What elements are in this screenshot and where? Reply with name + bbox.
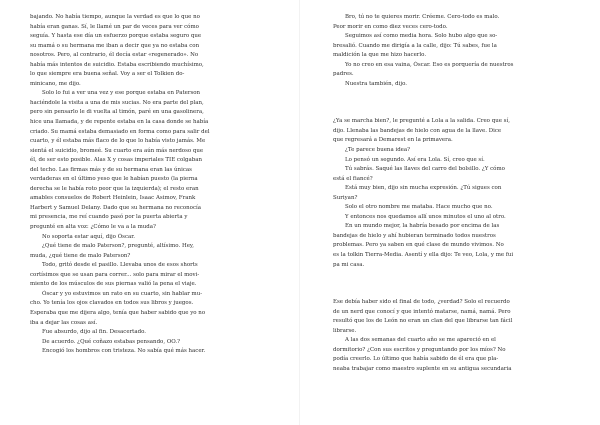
- text-line: bandejas de hielo y ahí hubieran terminado todos nuestros: [333, 232, 496, 239]
- text-line: seguía. Y hasta ese día un esfuerzo porque estaba seguro que: [30, 33, 202, 40]
- text-line: Encogió los hombros con tristeza. No sabía qué más hacer.: [42, 348, 206, 355]
- text-line: está el fiancé?: [333, 175, 373, 182]
- text-line: es la tolkin Tierra-Media. Asentí y ella dijo: Te veo, Lola, y me fui: [333, 252, 514, 259]
- text-line: sientá el suicidio, bromeé. Su cuarto era aún más nerdoso que: [30, 147, 204, 154]
- text-line: Bro, tú no te quieres morir. Créeme. Cero-todo es malo.: [345, 14, 500, 20]
- text-line: del techo. Las firmas más y de su hermana eran las únicas: [30, 166, 192, 173]
- text-line: Está muy bien, dijo sin mucha expresión. ¿Tú sigues con: [345, 185, 502, 192]
- text-line: ¿Ya se marcha bien?, le pregunté a Lola a la salida. Creo que sí,: [333, 118, 510, 125]
- text-line: de un nerd que conocí y que intentó matarse, namá, namá. Pero: [333, 308, 511, 315]
- text-line: Y entonces nos quedamos allí unos minutos el uno al otro.: [345, 213, 506, 220]
- text-line: dijo. Llenaba las bandejas de hielo con agua de la llave. Dice: [333, 127, 502, 134]
- text-line: Lo pensó un segundo. Así era Lola. Sí, creo que sí.: [345, 156, 485, 163]
- text-line: Solo lo fui a ver una vez y ese porque estaba en Paterson: [42, 90, 201, 97]
- text-line: En un mundo mejor, la habría besado por encima de las: [345, 223, 500, 230]
- text-line: neaba trabajar como maestro suplente en su antigua secundaria: [333, 365, 512, 372]
- text-line: A las dos semanas del cuarto año se me apareció en el: [345, 337, 496, 344]
- text-line: había eran ganas. Sí, le llamé un par de veces para ver cómo: [30, 23, 199, 30]
- text-line: Harbert y Samuel Delany. Dado que su hermana no reconocía: [30, 204, 202, 211]
- text-line: Fue absurdo, dijo al fin. Desacertado.: [42, 329, 147, 336]
- text-line: Tú sabrás. Saqué las llaves del carro del bolsillo. ¿Y cómo: [345, 166, 505, 173]
- text-line: amables consuelos de Robert Heinlein, Isaac Asimov, Frank: [30, 195, 196, 202]
- text-line: Solo el otro nombre me mataba. Hace mucho que no.: [345, 204, 493, 211]
- text-line: problemas. Pero ya saben en qué clase de mundo vivimos. No: [333, 242, 504, 249]
- text-line: No soporta estar aquí, dijo Óscar.: [42, 233, 136, 240]
- text-line: pero sin pensarlo le di vuelta al timón, paré en una gasolinera,: [30, 109, 204, 116]
- text-line: lo que siempre era buena señal. Voy a ser el Tolkien do-: [30, 71, 185, 78]
- text-line: pregunté en alta voz: ¿Cómo le va a la muda?: [30, 224, 156, 231]
- text-line: Suriyan?: [333, 194, 358, 201]
- text-line: había más intentos de suicidio. Estaba escribiendo muchísimo,: [30, 61, 204, 68]
- text-line: hice una llamada, y de repente estaba en la casa donde se había: [30, 119, 209, 126]
- text-line: Nuestra también, dijo.: [345, 80, 408, 87]
- text-line: De acuerdo. ¿Qué coñazo estabas pensando, OO.?: [42, 338, 181, 345]
- text-line: maldición la que me hizo hacerlo.: [333, 52, 427, 59]
- text-line: Óscar y yo estuvimos un rato en su cuarto, sin hablar mu-: [42, 290, 203, 297]
- text-line: haciéndole la visita a una de mis sucias. No era parte del plan,: [30, 99, 204, 106]
- text-line: bresalió. Cuando me dirigía a la calle, dijo: Tú sabes, fue la: [333, 42, 497, 49]
- section-break: [333, 89, 570, 117]
- section-break: [333, 270, 570, 298]
- text-line: cortísimos que se usan para correr... solo para mirar el movi-: [30, 271, 200, 278]
- text-line: cuarto, y él estaba más flaco de lo que lo había visto jamás. Me: [30, 138, 206, 145]
- text-line: iba a dejar las cosas así.: [30, 319, 98, 326]
- text-line: Seguimos así como media hora. Solo hubo algo que so-: [345, 33, 498, 40]
- text-line: Peor morir en como diez veces cero-todo.: [333, 23, 448, 30]
- text-line: Esperaba que me dijera algo, tenía que haber sabido que yo no: [30, 309, 206, 316]
- text-line: él, de ser esto posible. Alas X y cosas imperiales TIE colgaban: [30, 157, 203, 164]
- text-line: pa mi casa.: [333, 261, 365, 268]
- text-line: muda, ¿qué tiene de malo Paterson?: [30, 252, 131, 259]
- text-line: dormitorio? ¿Con sus escritos y preguntando por los míos? No: [333, 346, 506, 353]
- right-page: [300, 0, 600, 425]
- text-line: Ese debía haber sido el final de todo, ¿verdad? Solo el recuerdo: [333, 299, 510, 306]
- text-line: cho. Yo tenía los ojos clavados en todos sus libros y juegos.: [30, 300, 194, 307]
- text-line: minicano, me dijo.: [30, 80, 81, 87]
- text-line: Todo, gritó desde el pasillo. Llevaba unos de esos shorts: [42, 262, 198, 269]
- text-line: su mamá o su hermana me iban a decir que ya no estaba con: [30, 42, 200, 49]
- text-line: mi presencia, me reí cuando pasó por la puerta abierta y: [30, 214, 188, 221]
- text-line: ¿Te parece buena idea?: [345, 147, 411, 154]
- text-line: resultó que los de León no eran un clan del que librarse tan fácil: [333, 318, 513, 325]
- text-line: ¿Qué tiene de malo Paterson?, pregunté, altísimo. Hey,: [42, 243, 195, 250]
- text-line: criado. Su mamá estaba demasiado en forma como para salir del: [30, 128, 210, 135]
- text-line: verdaderas en el último yeso que le habían puesto (la pierna: [30, 176, 198, 183]
- text-line: miento de los músculos de sus piernas valió la pena el viaje.: [30, 281, 197, 288]
- text-line: podía creerlo. Lo último que había sabido de él era que pla-: [333, 356, 499, 363]
- text-line: librarse.: [333, 327, 357, 334]
- text-line: que regresará a Demarest en la primavera.: [333, 137, 453, 144]
- text-line: padres.: [333, 71, 354, 78]
- text-line: bajando. No había tiempo, aunque la verdad es que lo que no: [30, 14, 200, 20]
- text-line: Yo no creo en esa vaina, Óscar. Eso es porquería de nuestros: [345, 61, 514, 68]
- text-line: derecha se le había roto peor que la izquierda); el resto eran: [30, 185, 199, 192]
- text-line: nosotros. Pero, al contrario, él decía estar «regenerado». No: [30, 52, 199, 59]
